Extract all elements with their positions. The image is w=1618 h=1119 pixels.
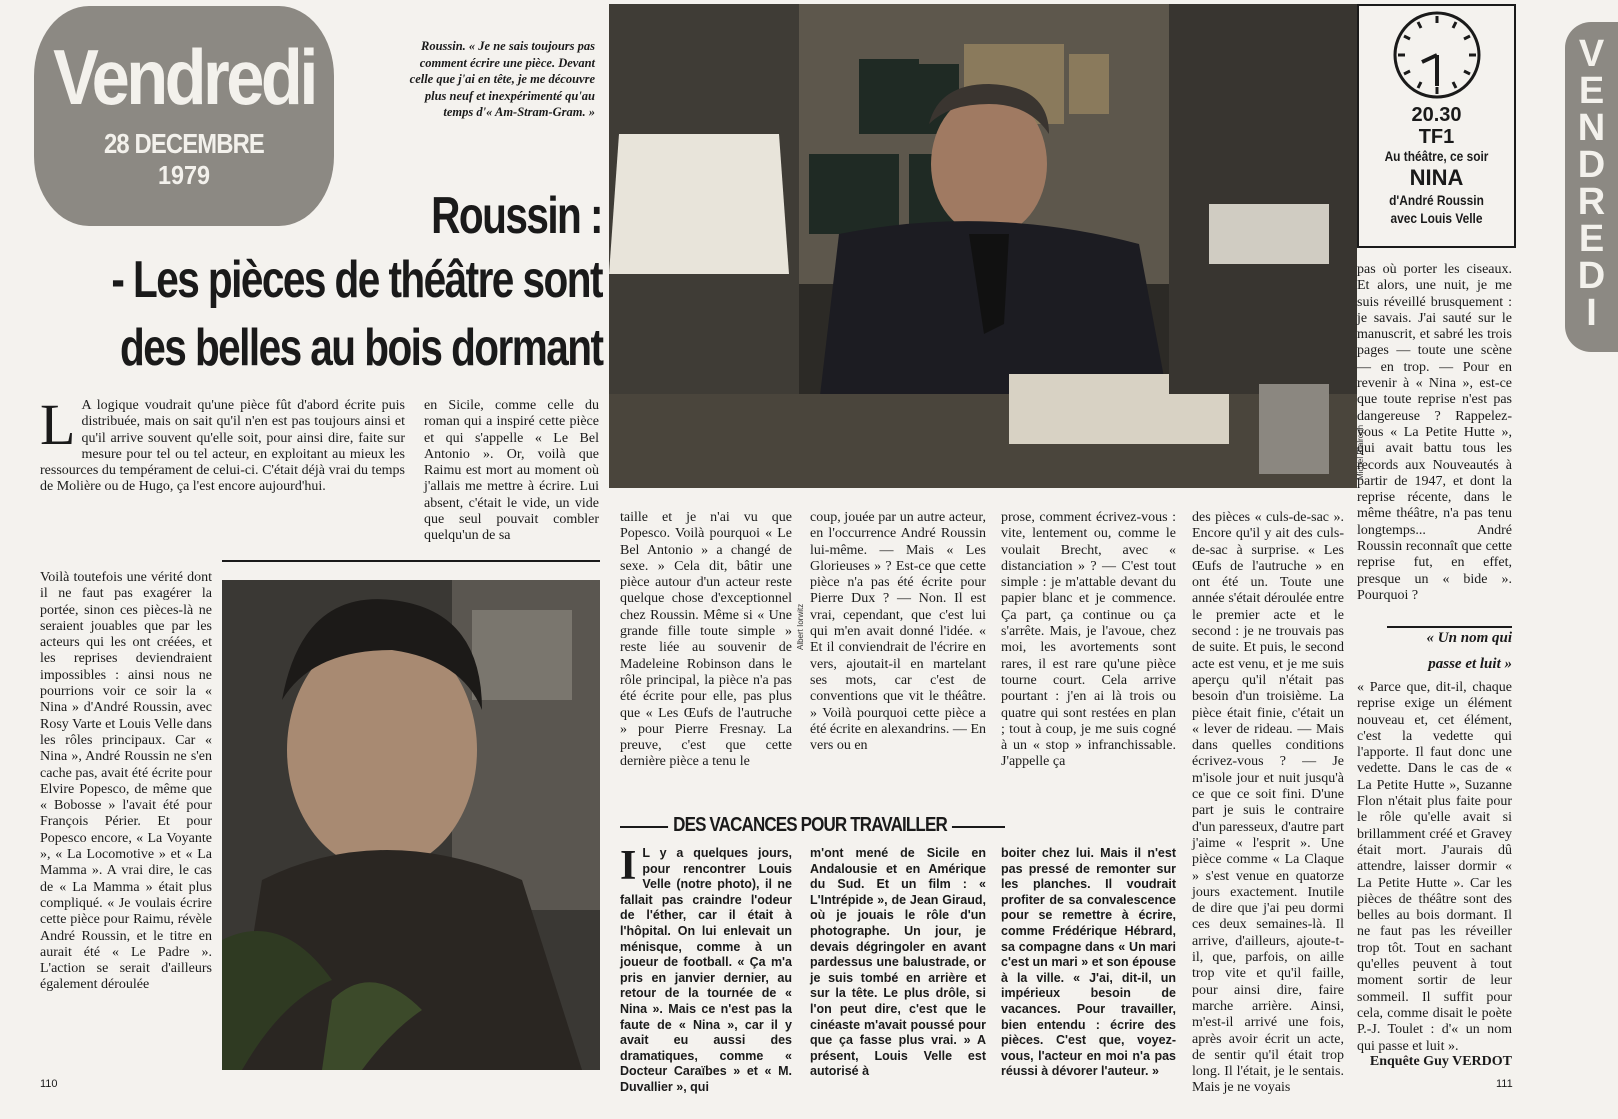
side-tab-letter: E [1578,218,1605,260]
side-tab-letter: E [1578,70,1605,112]
article-column-2: en Sicile, comme celle du roman qui a inspiré cette pièce et qui s'appelle « Le Bel Antonio ». Or, voilà que Raimu est mort au moment où j'allais me mettre à écrire. Lui absent, c'était le vide, un vide que seul pouvait combler quelqu'un de sa [424,398,599,544]
tv-program-line: Au théâtre, ce soir [1384,148,1489,164]
subhead-rule [1387,626,1512,628]
desk-photo [609,4,1357,488]
divider-rule [222,560,600,562]
article-column-7-top: pas où porter les ciseaux. Et alors, une nuit, je me suis réveillé brusquement : je savais. J'ai sauté sur le manuscrit, et sabré les trois pages — toute une scène — en trop. — Pour en revenir à « Nina », est-ce que toute reprise n'est pas dangereuse ? Rappelez-vous « La Petite Hutte », qui avait battu tous les records aux Nouveautés à partir de 1947, et dont la reprise récente, dans le même théâtre, n'a pas tenu longtemps... André Roussin reconnaît que cette reprise fut, en effet, presque un « bide ». Pourquoi ? [1357,262,1512,603]
side-tab-day [1565,22,1618,352]
tv-author: d'André Roussin [1389,192,1484,208]
tv-title: NINA [1409,165,1464,190]
article-column-1-bottom: Voilà toutefois une vérité dont il ne faut pas exagérer la portée, sinon ces pièces-là ne seraient jouables que par les acteurs qui les ont créées, et les reprises deviendraient impossibles : ainsi nous ne pourrions voir ce soir la « Nina » d'André Roussin, avec Rosy Varte et Louis Velle dans les rôles principaux. Car « Nina », André Roussin ne s'en cache pas, avait été écrite pour Elvire Popesco, de même que « Bobosse » l'avait été pour François Périer. Et pour Popesco encore, « La Voyante », « La Locomotive » et « La Mamma ». A vrai dire, le cas de « La Mamma » était plus compliqué. « Je voulais écrire cette pièce pour Raimu, révèle André Roussin, et le titre en aurait été « Le Padre ». L'action se serait d'ailleurs également déroulée [40,570,212,993]
page-number-right: 111 [1496,1078,1513,1090]
box-column-a [620,843,792,1094]
box-dropcap: I [620,843,637,889]
portrait-photo [222,580,600,1070]
side-tab-letter: D [1577,255,1606,297]
tv-channel: TF1 [1418,126,1455,148]
article-column-7-bottom: « Parce que, dit-il, chaque reprise exige un élément nouveau et, cet élément, c'est la vedette qui l'apporte. Il faut donc une vedette. Dans le cas de « La Petite Hutte », Suzanne Flon n'était plus faite pour le rôle qu'elle avait si brillamment créé et Gravey était mort. J'aurais dû attendre, laisser dormir « La Petite Hutte ». Car les pièces de théâtre sont des belles au bois dormant. Il ne faut pas les réveiller trop tôt. Tout en sachant qu'elles peuvent à tout moment sortir de leur sommeil. Il suffit pour cela, comme disait le poète P.-J. Toulet : d'« un nom qui passe et luit ». [1357,680,1512,1054]
box-title [610,814,1010,838]
date-label: 28 DECEMBRE [104,128,264,159]
day-badge [34,6,334,226]
side-tab-letter: N [1577,107,1606,149]
headline-line-3: des belles au bois dormant [119,319,602,377]
box-column-b: m'ont mené de Sicile en Andalousie et en Amérique du Sud. Et un film : « L'Intrépide », de Jean Giraud, où je jouais le rôle d'un photographe. Un jour, je devais dégringoler en avant pardessus une balustrade, or je suis tombé en arrière et sur la tête. Le plus drôle, si l'on peut dire, c'est que le cinéaste m'avait poussé pour que ça fasse plus vrai. » A présent, Louis Velle est autorisé à [810,846,986,1079]
box-title-text: DES VACANCES POUR TRAVAILLER [668,814,952,837]
photo-credit-2: Albert Iorwitz [796,603,805,650]
headline-line-2: - Les pièces de théâtre sont [111,251,602,309]
article-column-4: coup, jouée par un autre acteur, en l'occurrence André Roussin lui-même. — Mais « Les Glorieuses » ? Est-ce que cette pièce n'a pas été écrite pour Pierre Dux ? — Non. Il est vrai, cependant, que c'est lui qui m'en avait donné l'idée. « Et il conviendrait de l'écrire en vers, ajoutait-il en martelant ses mots, car c'est de conventions que vit le théâtre. » Voilà pourquoi cette pièce a été écrite en alexandrins. — En vers ou en [810,510,986,754]
box-text-a: L y a quelques jours, pour rencontrer Louis Velle (notre photo), il ne fallait pas craindre l'odeur de l'éther, car il était à l'hôpital. On lui enlevait un ménisque, comme à un joueur de football. « Ça m'a pris en janvier dernier, au retour de la tournée de « Nina ». Mais ce n'est pas la faute de « Nina », car il y avait eu aussi des dramatiques, comme « Docteur Caraïbes » et « M. Duvallier », qui [620,846,792,1094]
side-tab-letter: R [1577,181,1606,223]
article-column-1-top [40,392,405,563]
page-number-left: 110 [40,1078,58,1090]
side-tab-letter: D [1577,144,1606,186]
subhead-line-2: passe et luit » [1428,656,1512,672]
headline-line-1: Roussin : [431,187,602,245]
subhead-line-1: « Un nom qui [1426,630,1512,646]
tv-cast: avec Louis Velle [1390,210,1483,226]
article-column-3: taille et je n'ai vu que Popesco. Voilà pourquoi « Le Bel Antonio » a changé de sexe. » Cela dit, bâtir une pièce autour d'un acteur reste quelque chose d'exceptionnel chez Roussin. Même si « Une grande fille toute simple » reste liée au souvenir de Madeleine Robinson dans le rôle principal, la pièce n'a pas été écrite pour elle, pas plus que « Les Œufs de l'autruche » pour Pierre Fresnay. La preuve, c'est que cette dernière pièce a tenu le [620,510,792,770]
article-column-5: prose, comment écrivez-vous : vite, lentement ou, comme le voulait Brecht, avec « distanciation » ? — C'est tout simple : je m'attable devant du papier blanc et je commence. Ça part, ça continue ou ça s'arrête. Mais, je l'avoue, chez moi, les avortements sont rares, il est rare qu'une pièce tourne court. Cela arrive pourtant : j'en ai là trois ou quatre qui sont restées en plan ; tout à coup, je me suis cogné à un « stop » infranchissable. J'appelle ça [1001,510,1176,770]
side-tab-letter: V [1578,33,1605,75]
tv-time: 20.30 [1411,104,1462,126]
article-text: A logique voudrait qu'une pièce fût d'abord écrite puis distribuée, mais on sait qu'il n'en est pas toujours ainsi et qu'il arrive souvent qu'elle soit, pour ainsi dire, faite sur mesure pour tel ou tel acteur, en exploitant au mieux les ressources du tempérament de celui-ci. C'était déjà vrai du temps de Molière ou de Hugo, ça l'est encore aujourd'hui. [40,398,405,495]
clock-icon [1392,10,1482,100]
byline: Enquête Guy VERDOT [1369,1054,1512,1069]
pull-quote: Roussin. « Je ne sais toujours pas comment écrire une pièce. Devant celle que j'ai en tête, je me découvre plus neuf et inexpérimenté qu'au temps d'« Am-Stram-Gram. » [409,39,595,119]
day-label: Vendredi [53,33,315,121]
side-tab-letter: I [1586,292,1597,334]
year-label: 1979 [157,160,211,190]
tv-schedule-box [1357,4,1516,248]
article-column-6: des pièces « culs-de-sac ». Encore qu'il y ait des culs-de-sac à surprise. « Les Œufs de l'autruche » en ont été un. Toute une année s'était déroulée entre le premier acte et le second : je ne trouvais pas de suite. Et puis, le second acte est venu, et je me suis aperçu qu'il n'était pas besoin d'un troisième. La pièce était finie, c'était un « lever de rideau. — Mais dans quelles conditions écrivez-vous ? — Je m'isole jour et nuit jusqu'à ce que ce soit fini. D'une part je suis le contraire d'un paresseux, d'autre part j'aime « l'esprit ». Une pièce comme « La Claque » s'est venue en quatorze jours exactement. Inutile de dire que j'ai peu dormi ces deux semaines-là. Il arrive, d'ailleurs, ajoute-t-il, que, parfois, on aille trop vite et qu'il faille, pour ainsi dire, faire marche arrière. Ainsi, m'est-il arrivé une fois, après avoir écrit un acte, de sentir qu'il était trop long. Il l'était, je le sentais. Mais je ne voyais [1192,510,1344,1096]
photo-credit-1: Michel Rialroph [1356,424,1365,480]
dropcap: L [40,392,76,457]
box-column-c: boiter chez lui. Mais il n'est pas pressé de remonter sur les planches. Il voudrait profiter de sa convalescence pour se remettre à écrire, comme Frédérique Hébrard, sa compagne dans « Un mari c'est un mari » et son épouse à la ville. « J'ai, dit-il, un impérieux besoin de vacances. Pour travailler, bien entendu : écrire des pièces. C'est que, voyez-vous, l'acteur en moi n'a pas réussi à dévorer l'auteur. » [1001,846,1176,1079]
